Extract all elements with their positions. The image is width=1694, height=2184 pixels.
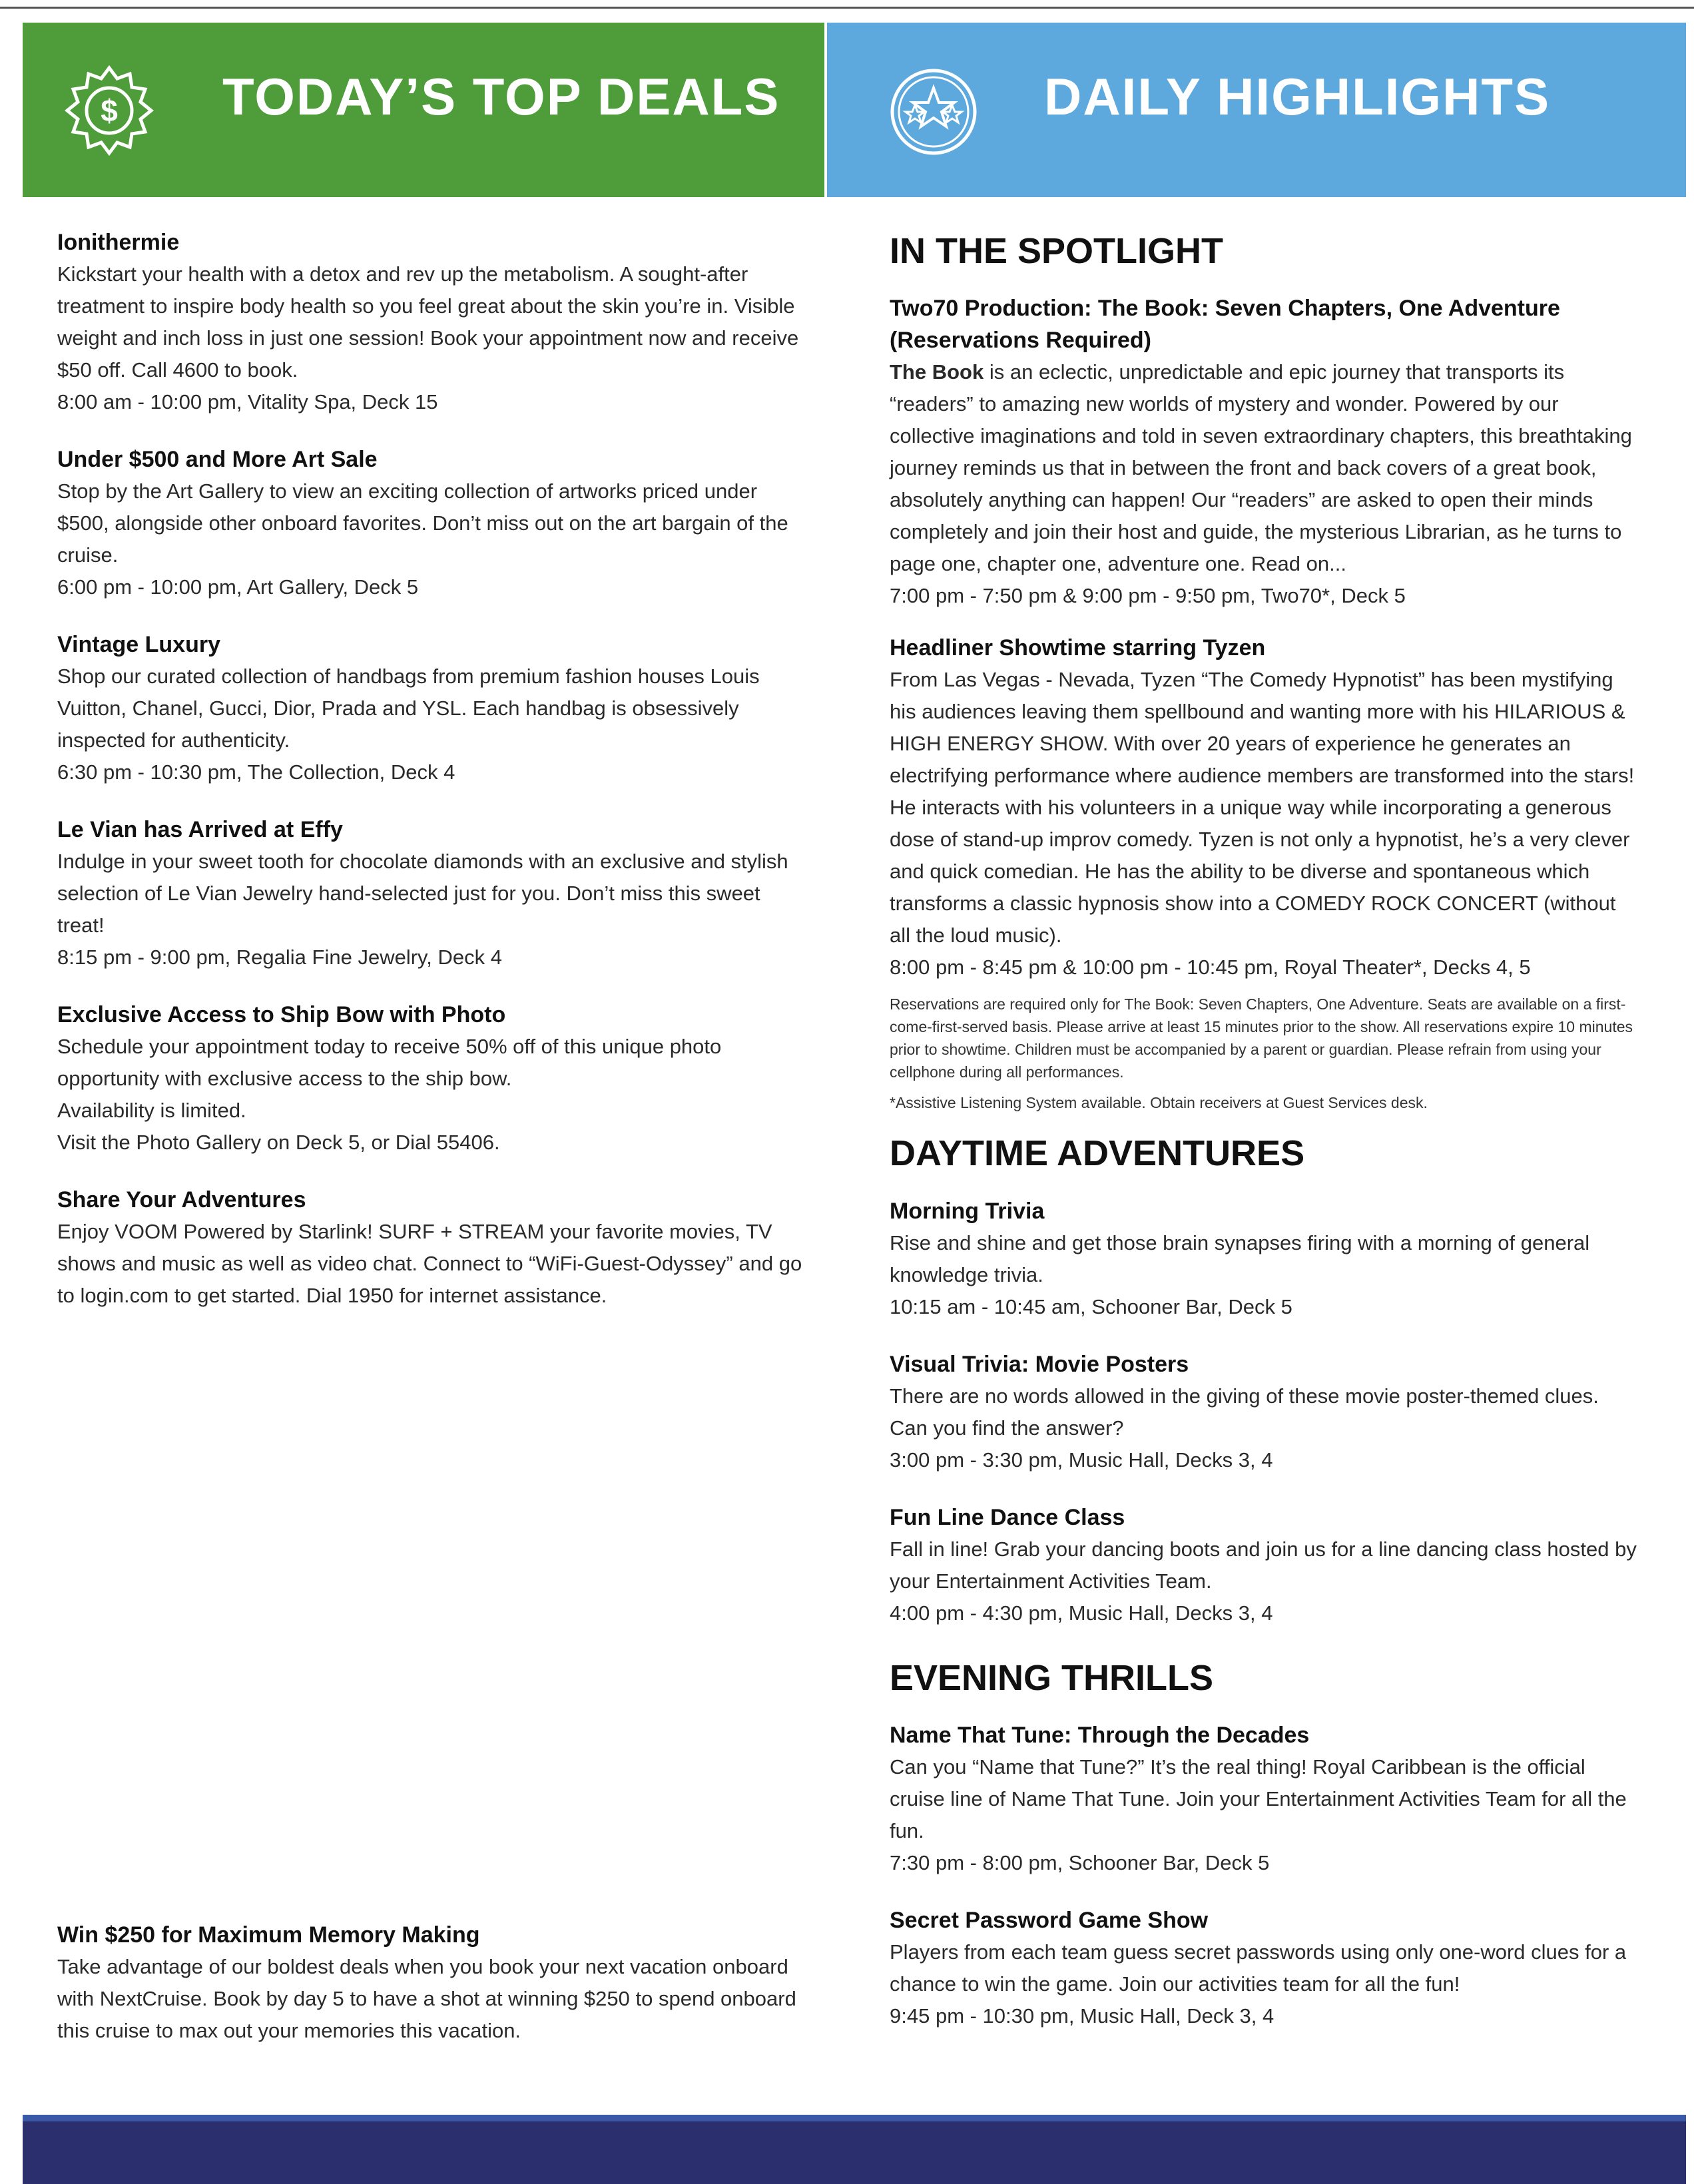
footer-accent <box>23 2115 1686 2121</box>
deal-time: 6:30 pm - 10:30 pm, The Collection, Deck 4 <box>57 760 455 784</box>
spotlight-item <box>890 632 1642 983</box>
daytime-desc: Rise and shine and get those brain synapses firing with a morning of general knowledge trivia. <box>890 1230 1590 1286</box>
evening-desc: Players from each team guess secret passwords using only one-word clues for a chance to win the game. Join our activities team for all the fun! <box>890 1940 1627 1996</box>
highlights-column <box>890 226 1642 2057</box>
evening-desc: Can you “Name that Tune?” It’s the real thing! Royal Caribbean is the official cruise line of Name That Tune. Join your Entertainment Activities Team for all the fun. <box>890 1755 1627 1843</box>
deal-desc: Enjoy VOOM Powered by Starlink! SURF + STREAM your favorite movies, TV shows and music as well as video chat. Connect to “WiFi-Guest-Odyssey” and go to login.com to get started. Dial 1950 for internet assistance. <box>57 1220 802 1307</box>
daytime-desc: Fall in line! Grab your dancing boots and join us for a line dancing class hosted by your Entertainment Activities Team. <box>890 1537 1637 1593</box>
spotlight-item <box>890 292 1642 612</box>
footer-band <box>23 2121 1686 2184</box>
deal-time: 8:00 am - 10:00 pm, Vitality Spa, Deck 15 <box>57 390 438 413</box>
deal-desc: Stop by the Art Gallery to view an exciting collection of artworks priced under $500, alongside other onboard favorites. Don’t miss out on the art bargain of the cruise. <box>57 479 788 567</box>
deal-item <box>57 814 803 973</box>
spotlight-time: 7:00 pm - 7:50 pm & 9:00 pm - 9:50 pm, Two70*, Deck 5 <box>890 584 1406 608</box>
spotlight-desc <box>890 356 1642 580</box>
deal-item <box>57 629 803 788</box>
win-promo <box>57 1919 803 2047</box>
daytime-desc: There are no words allowed in the giving of these movie poster-themed clues. Can you find the answer? <box>890 1384 1599 1440</box>
spotlight-bold-lead: The Book <box>890 360 984 384</box>
top-deals-title: TODAY’S TOP DEALS <box>222 67 780 126</box>
evening-title: Secret Password Game Show <box>890 1908 1209 1934</box>
daytime-title: Morning Trivia <box>890 1198 1045 1224</box>
deal-desc: Indulge in your sweet tooth for chocolate diamonds with an exclusive and stylish selection of Le Vian Jewelry hand-selected just for you. Don’t miss this sweet treat! <box>57 850 788 937</box>
evening-time: 9:45 pm - 10:30 pm, Music Hall, Deck 3, 4 <box>890 2004 1274 2028</box>
daytime-time: 10:15 am - 10:45 am, Schooner Bar, Deck 5 <box>890 1294 1292 1318</box>
daytime-item <box>890 1348 1642 1476</box>
spotlight-desc: From Las Vegas - Nevada, Tyzen “The Comedy Hypnotist” has been mystifying his audiences leaving them spellbound and wanting more with his HILARIOUS & HIGH ENERGY SHOW. With over 20 years of experience he generates an electrifying performance where audience members are transformed into the stars! He interacts with his volunteers in a unique way while incorporating a generous dose of stand-up improv comedy. Tyzen is not only a hypnotist, he’s a very clever and quick comedian. He has the ability to be diverse and spontaneous which transforms a classic hypnosis show into a COMEDY ROCK CONCERT (without all the loud music). <box>890 668 1635 948</box>
daytime-title: Visual Trivia: Movie Posters <box>890 1351 1189 1377</box>
deal-title: Share Your Adventures <box>57 1187 306 1213</box>
daytime-item <box>890 1502 1642 1629</box>
spotlight-title: Two70 Production: The Book: Seven Chapters, One Adventure (Reservations Required) <box>890 296 1560 354</box>
deal-item <box>57 1184 803 1312</box>
spotlight-title: Headliner Showtime starring Tyzen <box>890 635 1266 661</box>
deal-item <box>57 226 803 418</box>
win-title: Win $250 for Maximum Memory Making <box>57 1922 480 1948</box>
evening-heading: EVENING THRILLS <box>890 1657 1214 1698</box>
deal-title: Le Vian has Arrived at Effy <box>57 817 343 842</box>
deal-item <box>57 443 803 603</box>
assistive-note: *Assistive Listening System available. Obtain receivers at Guest Services desk. <box>890 1094 1428 1112</box>
win-desc: Take advantage of our boldest deals when you book your next vacation onboard with NextCruise. Book by day 5 to have a shot at winning $250 to spend onboard this cruise to max out your memories this vacation. <box>57 1955 796 2042</box>
deal-title: Exclusive Access to Ship Bow with Photo <box>57 1002 506 1027</box>
svg-text:$: $ <box>101 93 118 128</box>
daytime-time: 3:00 pm - 3:30 pm, Music Hall, Decks 3, 4 <box>890 1448 1273 1472</box>
deal-contact: Visit the Photo Gallery on Deck 5, or Dial 55406. <box>57 1131 500 1154</box>
dollar-badge-icon <box>63 65 156 162</box>
reservation-note: Reservations are required only for The Book: Seven Chapters, One Adventure. Seats are available on a first-come-first-served basis. Please arrive at least 15 minutes prior to the show. All reservations expire 10 minutes prior to showtime. Children must be accompanied by a parent or guardian. Please refrain from using your cellphone during all performances. <box>890 995 1633 1081</box>
stars-badge-icon <box>887 65 980 162</box>
evening-title: Name That Tune: Through the Decades <box>890 1723 1310 1749</box>
spotlight-desc-text: is an eclectic, unpredictable and epic journey that transports its “readers” to amazing new worlds of mystery and wonder. Powered by our collective imaginations and told in seven extraordinary chapters, this breathtaking journey reminds us that in between the front and back covers of a great book, absolutely anything can happen! Our “readers” are asked to open their minds completely and join their host and guide, the mysterious Librarian, as he turns to page one, chapter one, adventure one. Read on... <box>890 360 1632 576</box>
top-rule <box>0 7 1694 9</box>
spotlight-time: 8:00 pm - 8:45 pm & 10:00 pm - 10:45 pm, Royal Theater*, Decks 4, 5 <box>890 956 1531 979</box>
deal-availability: Availability is limited. <box>57 1099 246 1122</box>
spotlight-heading: IN THE SPOTLIGHT <box>890 231 1224 271</box>
deals-column <box>57 226 803 1337</box>
daytime-title: Fun Line Dance Class <box>890 1504 1125 1530</box>
deal-item <box>57 999 803 1159</box>
deal-title: Ionithermie <box>57 230 180 255</box>
deal-desc: Kickstart your health with a detox and rev up the metabolism. A sought-after treatment to inspire body health so you feel great about the skin you’re in. Visible weight and inch loss in just one session! Book your appointment now and receive $50 off. Call 4600 to book. <box>57 262 799 382</box>
evening-item <box>890 1904 1642 2032</box>
daily-highlights-header <box>827 23 1686 197</box>
evening-time: 7:30 pm - 8:00 pm, Schooner Bar, Deck 5 <box>890 1851 1270 1875</box>
deal-title: Under $500 and More Art Sale <box>57 447 378 472</box>
top-deals-header <box>23 23 824 197</box>
daytime-heading: DAYTIME ADVENTURES <box>890 1133 1305 1174</box>
deal-time: 8:15 pm - 9:00 pm, Regalia Fine Jewelry, Deck 4 <box>57 946 502 969</box>
daytime-item <box>890 1195 1642 1323</box>
deal-time: 6:00 pm - 10:00 pm, Art Gallery, Deck 5 <box>57 575 419 599</box>
evening-item <box>890 1719 1642 1879</box>
daily-highlights-title: DAILY HIGHLIGHTS <box>1044 67 1551 126</box>
deal-title: Vintage Luxury <box>57 632 220 657</box>
deal-desc: Shop our curated collection of handbags from premium fashion houses Louis Vuitton, Chanel, Gucci, Dior, Prada and YSL. Each handbag is obsessively inspected for authenticity. <box>57 665 760 752</box>
deal-desc: Schedule your appointment today to receive 50% off of this unique photo opportunity with exclusive access to the ship bow. <box>57 1035 722 1090</box>
daytime-time: 4:00 pm - 4:30 pm, Music Hall, Decks 3, 4 <box>890 1601 1273 1625</box>
